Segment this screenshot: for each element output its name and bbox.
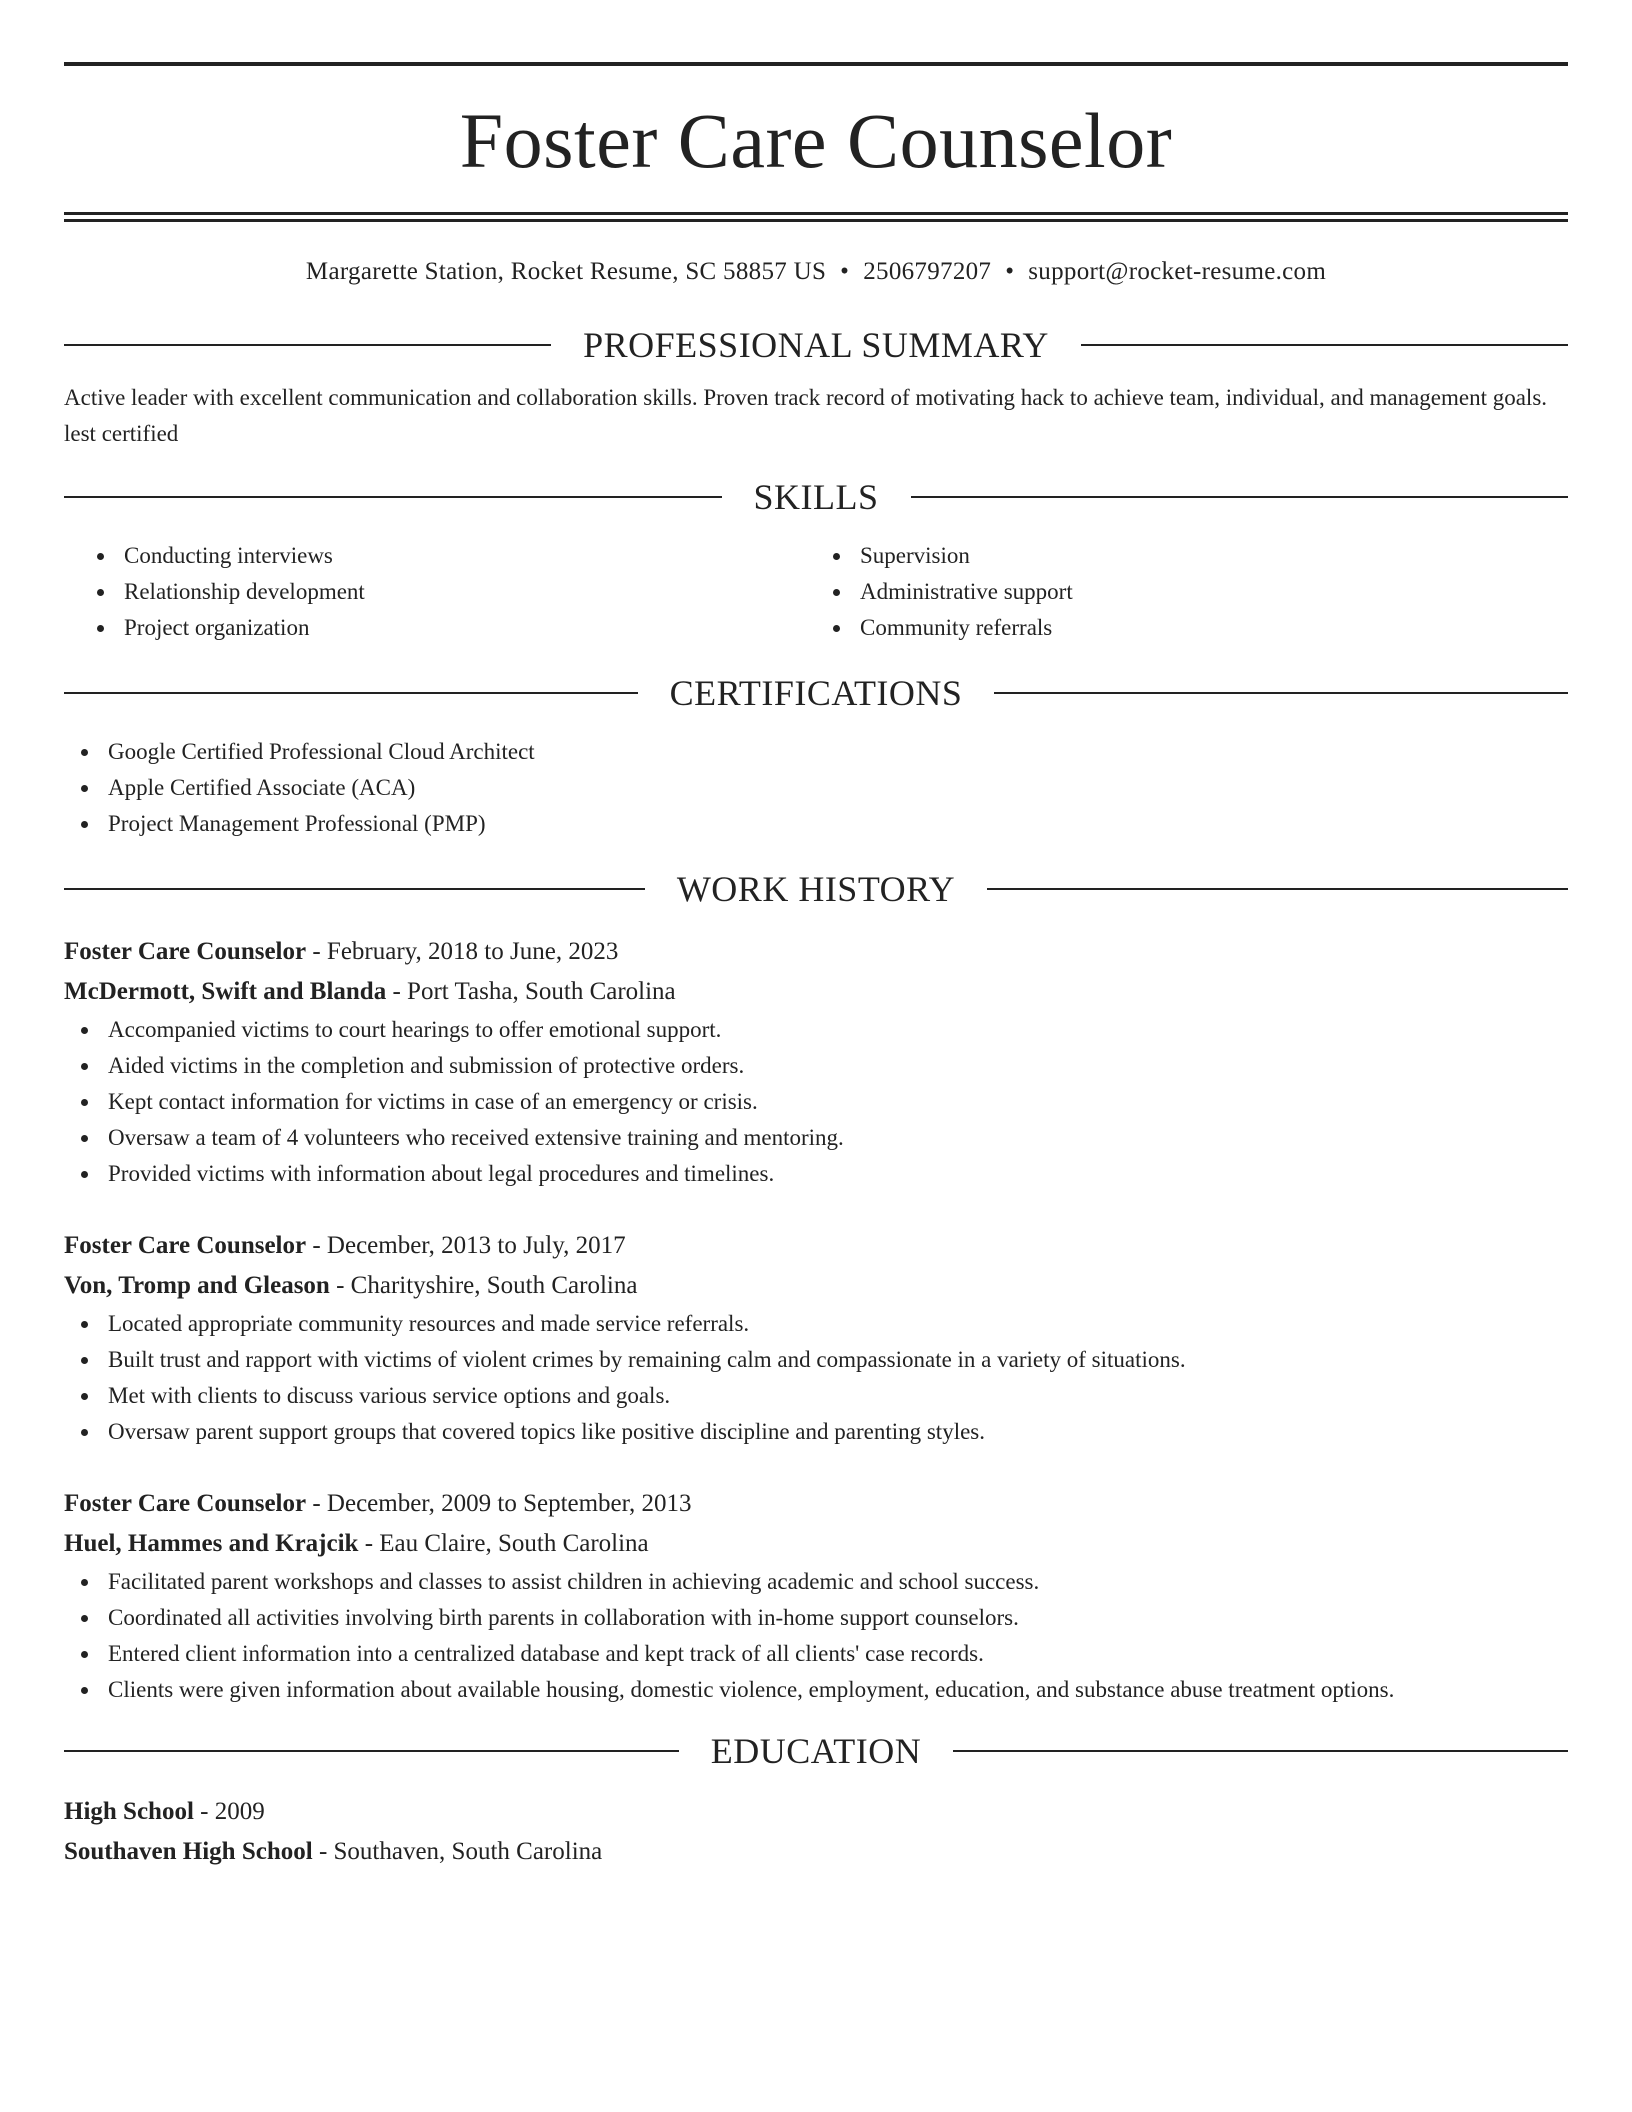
job-role: Foster Care Counselor (64, 1232, 307, 1259)
divider-line (64, 692, 638, 694)
job-bullet: Met with clients to discuss various service options and goals. (64, 1378, 1568, 1414)
job-location: - Eau Claire, South Carolina (358, 1530, 649, 1557)
certification-item: Apple Certified Associate (ACA) (64, 770, 1568, 806)
skill-item: Relationship development (80, 574, 832, 610)
job-bullet: Located appropriate community resources and made service referrals. (64, 1306, 1568, 1342)
contact-email: support@rocket-resume.com (1028, 258, 1327, 285)
contact-line (64, 258, 1568, 286)
skills-grid (64, 538, 1568, 646)
education-year: - 2009 (193, 1798, 265, 1825)
section-work-heading (64, 868, 1568, 910)
job-location: - Port Tasha, South Carolina (386, 978, 676, 1005)
contact-separator: • (840, 258, 850, 285)
skill-item: Supervision (816, 538, 1568, 574)
job-bullet: Facilitated parent workshops and classes to assist children in achieving academic and school success. (64, 1564, 1568, 1600)
job-bullet: Entered client information into a centralized database and kept track of all clients' case records. (64, 1636, 1568, 1672)
job-entry (64, 1226, 1568, 1450)
section-summary-heading (64, 324, 1568, 366)
summary-text: Active leader with excellent communication and collaboration skills. Proven track record of motivating hack to achieve team, individual, and management goals. lest certified (64, 385, 1548, 446)
divider-line (64, 496, 722, 498)
job-company-line (64, 1524, 1568, 1564)
section-title: EDUCATION (710, 1731, 922, 1771)
divider-line (1081, 344, 1568, 346)
header-double-rule (64, 212, 1568, 222)
job-company-line (64, 972, 1568, 1012)
skill-item: Conducting interviews (80, 538, 832, 574)
skill-item: Project organization (80, 610, 832, 646)
divider-line (64, 1750, 679, 1752)
section-title: CERTIFICATIONS (669, 673, 963, 713)
section-title: PROFESSIONAL SUMMARY (583, 325, 1049, 365)
section-title: SKILLS (753, 477, 879, 517)
job-company-line (64, 1266, 1568, 1306)
job-bullet: Accompanied victims to court hearings to offer emotional support. (64, 1012, 1568, 1048)
section-certifications-heading (64, 672, 1568, 714)
job-title-line (64, 1484, 1568, 1524)
job-bullet: Kept contact information for victims in case of an emergency or crisis. (64, 1084, 1568, 1120)
job-bullet: Oversaw a team of 4 volunteers who received extensive training and mentoring. (64, 1120, 1568, 1156)
education-entry (64, 1792, 1568, 1872)
education-degree: High School (64, 1798, 194, 1825)
section-title: WORK HISTORY (676, 869, 956, 909)
job-role: Foster Care Counselor (64, 938, 307, 965)
contact-separator: • (1005, 258, 1015, 285)
education-location: - Southaven, South Carolina (312, 1838, 603, 1865)
contact-address: Margarette Station, Rocket Resume, SC 58857 US (305, 258, 827, 285)
job-bullet: Oversaw parent support groups that covered topics like positive discipline and parenting styles. (64, 1414, 1568, 1450)
divider-line (987, 888, 1568, 890)
certification-item: Project Management Professional (PMP) (64, 806, 1568, 842)
education-degree-line (64, 1792, 1568, 1832)
job-bullet: Provided victims with information about legal procedures and timelines. (64, 1156, 1568, 1192)
job-bullet: Built trust and rapport with victims of violent crimes by remaining calm and compassionate in a variety of situations. (64, 1342, 1568, 1378)
job-bullets (64, 1564, 1568, 1708)
job-bullet: Clients were given information about available housing, domestic violence, employment, education, and substance abuse treatment options. (64, 1672, 1568, 1708)
education-school: Southaven High School (64, 1838, 313, 1865)
job-bullets (64, 1306, 1568, 1450)
job-company: Von, Tromp and Gleason (64, 1272, 330, 1299)
divider-line (64, 344, 551, 346)
certifications-list (64, 734, 1568, 842)
job-title-line (64, 1226, 1568, 1266)
job-location: - Charityshire, South Carolina (329, 1272, 638, 1299)
certification-item: Google Certified Professional Cloud Architect (64, 734, 1568, 770)
job-company: Huel, Hammes and Krajcik (64, 1530, 359, 1557)
section-skills-heading (64, 476, 1568, 518)
candidate-name: Foster Care Counselor (459, 97, 1173, 184)
divider-line (911, 496, 1569, 498)
skill-item: Administrative support (816, 574, 1568, 610)
skills-column-left (80, 538, 832, 646)
job-company: McDermott, Swift and Blanda (64, 978, 387, 1005)
section-education-heading (64, 1730, 1568, 1772)
job-bullet: Coordinated all activities involving birth parents in collaboration with in-home support counselors. (64, 1600, 1568, 1636)
job-entry (64, 932, 1568, 1192)
job-title-line (64, 932, 1568, 972)
divider-line (953, 1750, 1568, 1752)
divider-line (64, 888, 645, 890)
job-bullet: Aided victims in the completion and submission of protective orders. (64, 1048, 1568, 1084)
skills-column-right (816, 538, 1568, 646)
job-dates: - December, 2013 to July, 2017 (306, 1232, 626, 1259)
education-school-line (64, 1832, 1568, 1872)
job-dates: - February, 2018 to June, 2023 (306, 938, 619, 965)
skill-item: Community referrals (816, 610, 1568, 646)
job-bullets (64, 1012, 1568, 1192)
job-entry (64, 1484, 1568, 1708)
header-top-rule (64, 62, 1568, 66)
divider-line (994, 692, 1568, 694)
job-dates: - December, 2009 to September, 2013 (306, 1490, 692, 1517)
contact-phone: 2506797207 (863, 258, 992, 285)
job-role: Foster Care Counselor (64, 1490, 307, 1517)
